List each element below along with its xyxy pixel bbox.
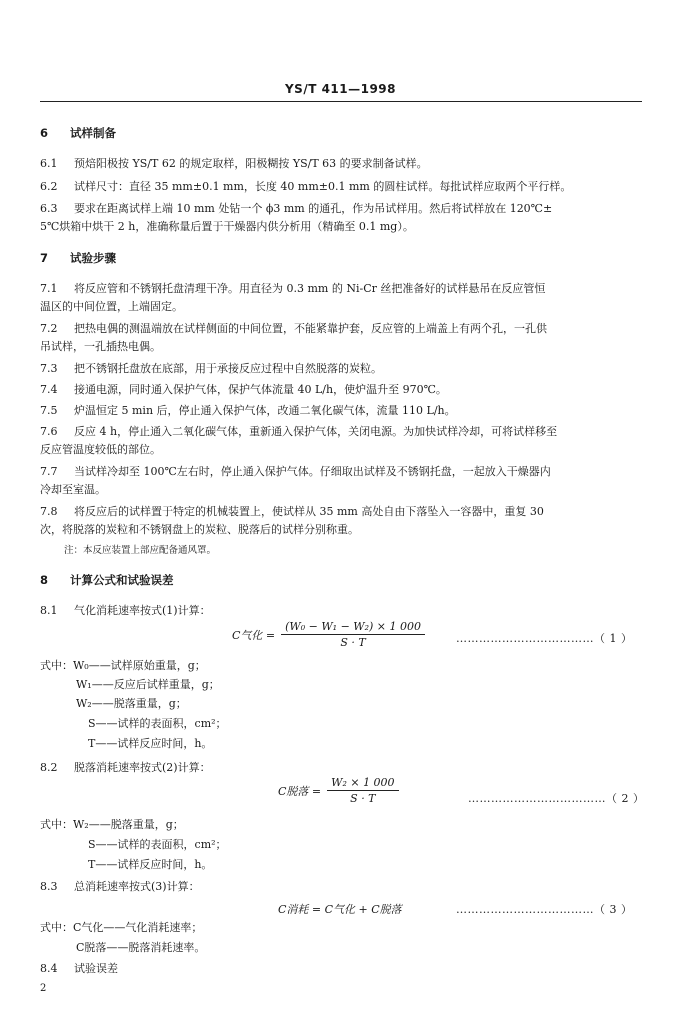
clause-7-4 [40, 383, 447, 397]
formula-2-numerator: W₂ × 1 000 [327, 776, 398, 791]
formula-1-lhs: C气化 = [232, 628, 276, 642]
clause-7-7-cont: 冷却至室温。 [40, 483, 106, 496]
formula-3-tag: ………………………………（ 3 ） [456, 903, 633, 916]
clause-7-2-cont: 吊试样，一孔插热电偶。 [40, 340, 161, 353]
clause-text: 试样尺寸：直径 35 mm±0.1 mm，长度 40 mm±0.1 mm 的圆柱试样。每批试样应取两个平行样。 [74, 180, 572, 193]
section-title: 试验步骤 [70, 251, 116, 265]
clause-7-6 [40, 425, 557, 439]
header-rule [40, 101, 642, 102]
clause-6-1 [40, 157, 428, 171]
clause-number: 6.2 [40, 180, 58, 193]
formula-2 [278, 776, 399, 805]
definition-w2: W₂——脱落重量，g； [76, 697, 187, 710]
clause-7-7 [40, 465, 551, 479]
clause-8-4 [40, 962, 118, 976]
clause-number: 6.1 [40, 157, 58, 170]
definition-w1: W₁——反应后试样重量，g； [76, 678, 220, 691]
section-7-heading [40, 251, 116, 265]
clause-number: 7.4 [40, 383, 58, 396]
clause-text: 将反应管和不锈钢托盘清理干净。用直径为 0.3 mm 的 Ni-Cr 丝把准备好的试样悬吊在反应管恒 [74, 282, 546, 295]
clause-8-2 [40, 761, 211, 775]
clause-8-1 [40, 604, 211, 618]
clause-7-1 [40, 282, 545, 296]
clause-text: 接通电源，同时通入保护气体，保护气体流量 40 L/h，使炉温升至 970℃。 [74, 383, 447, 396]
section-title: 计算公式和试验误差 [70, 573, 174, 587]
clause-7-5 [40, 404, 456, 418]
clause-text: 把不锈钢托盘放在底部，用于承接反应过程中自然脱落的炭粒。 [74, 362, 382, 375]
clause-text: 炉温恒定 5 min 后，停止通入保护气体，改通二氧化碳气体，流量 110 L/h。 [74, 404, 456, 417]
definition-t-b: T——试样反应时间，h。 [88, 858, 213, 871]
clause-number: 8.1 [40, 604, 58, 617]
clause-6-3-cont: 5℃烘箱中烘干 2 h，准确称量后置于干燥器内供分析用（精确至 0.1 mg）。 [40, 220, 414, 233]
section-number: 8 [40, 573, 49, 587]
clause-number: 7.3 [40, 362, 58, 375]
section-6-heading [40, 126, 116, 140]
section-number: 6 [40, 126, 49, 140]
definition-s: S——试样的表面积，cm²； [88, 717, 227, 730]
clause-7-8 [40, 505, 544, 519]
formula-2-tag: ………………………………（ 2 ） [468, 792, 645, 805]
definition-w0: 式中：W₀——试样原始重量，g； [40, 659, 206, 672]
section-8-heading [40, 573, 174, 587]
clause-number: 7.8 [40, 505, 58, 518]
clause-number: 7.7 [40, 465, 58, 478]
clause-text: 脱落消耗速率按式(2)计算： [74, 761, 211, 774]
definition-t: T——试样反应时间，h。 [88, 737, 213, 750]
clause-7-1-cont: 温区的中间位置，上端固定。 [40, 300, 183, 313]
formula-1-numerator: (W₀ − W₁ − W₂) × 1 000 [281, 620, 425, 635]
clause-number: 8.4 [40, 962, 58, 975]
section-title: 试样制备 [70, 126, 116, 140]
clause-6-2 [40, 180, 571, 194]
formula-2-fraction [327, 776, 398, 805]
definition-c-gasification: 式中：C气化——气化消耗速率； [40, 921, 203, 934]
clause-number: 7.5 [40, 404, 58, 417]
formula-1-denominator: S · T [340, 636, 366, 649]
clause-7-3 [40, 362, 382, 376]
page-number: 2 [40, 983, 47, 994]
clause-number: 8.2 [40, 761, 58, 774]
section-number: 7 [40, 251, 49, 265]
formula-2-denominator: S · T [350, 792, 376, 805]
clause-text: 把热电偶的测温端放在试样侧面的中间位置，不能紧靠护套，反应管的上端盖上有两个孔，一孔供 [74, 322, 547, 335]
clause-7-6-cont: 反应管温度较低的部位。 [40, 443, 161, 456]
clause-number: 7.1 [40, 282, 58, 295]
definition-s-b: S——试样的表面积，cm²； [88, 838, 227, 851]
clause-number: 7.2 [40, 322, 58, 335]
clause-text: 气化消耗速率按式(1)计算： [74, 604, 211, 617]
clause-6-3 [40, 202, 552, 216]
clause-8-3 [40, 880, 200, 894]
clause-text: 将反应后的试样置于特定的机械装置上，使试样从 35 mm 高处自由下落坠入一容器中，重复 30 [74, 505, 544, 518]
clause-text: 预焙阳极按 YS/T 62 的规定取样，阳极糊按 YS/T 63 的要求制备试样。 [74, 157, 428, 170]
formula-1-tag: ………………………………（ 1 ） [456, 632, 633, 645]
formula-1 [232, 620, 425, 649]
definition-c-shedding: C脱落——脱落消耗速率。 [76, 941, 206, 954]
clause-text: 要求在距离试样上端 10 mm 处钻一个 ϕ3 mm 的通孔，作为吊试样用。然后将试样放在 120℃± [74, 202, 553, 215]
clause-number: 8.3 [40, 880, 58, 893]
clause-number: 7.6 [40, 425, 58, 438]
clause-text: 当试样冷却至 100℃左右时，停止通入保护气体。仔细取出试样及不锈钢托盘，一起放入干燥器内 [74, 465, 551, 478]
page-header: YS/T 411—1998 [284, 82, 397, 96]
definition-w2-b: 式中：W₂——脱落重量，g； [40, 818, 184, 831]
clause-number: 6.3 [40, 202, 58, 215]
clause-7-2 [40, 322, 547, 336]
formula-2-lhs: C脱落 = [278, 784, 322, 798]
clause-text: 总消耗速率按式(3)计算： [74, 880, 200, 893]
clause-text: 试验误差 [74, 962, 118, 975]
note-text: 注：本反应装置上部应配备通风罩。 [64, 545, 217, 556]
clause-7-8-cont: 次，将脱落的炭粒和不锈钢盘上的炭粒、脱落后的试样分别称重。 [40, 523, 359, 536]
clause-text: 反应 4 h，停止通入二氧化碳气体，重新通入保护气体，关闭电源。为加快试样冷却，可将试样移至 [74, 425, 558, 438]
formula-1-fraction [281, 620, 425, 649]
formula-3: C消耗 = C气化 + C脱落 [278, 903, 402, 916]
